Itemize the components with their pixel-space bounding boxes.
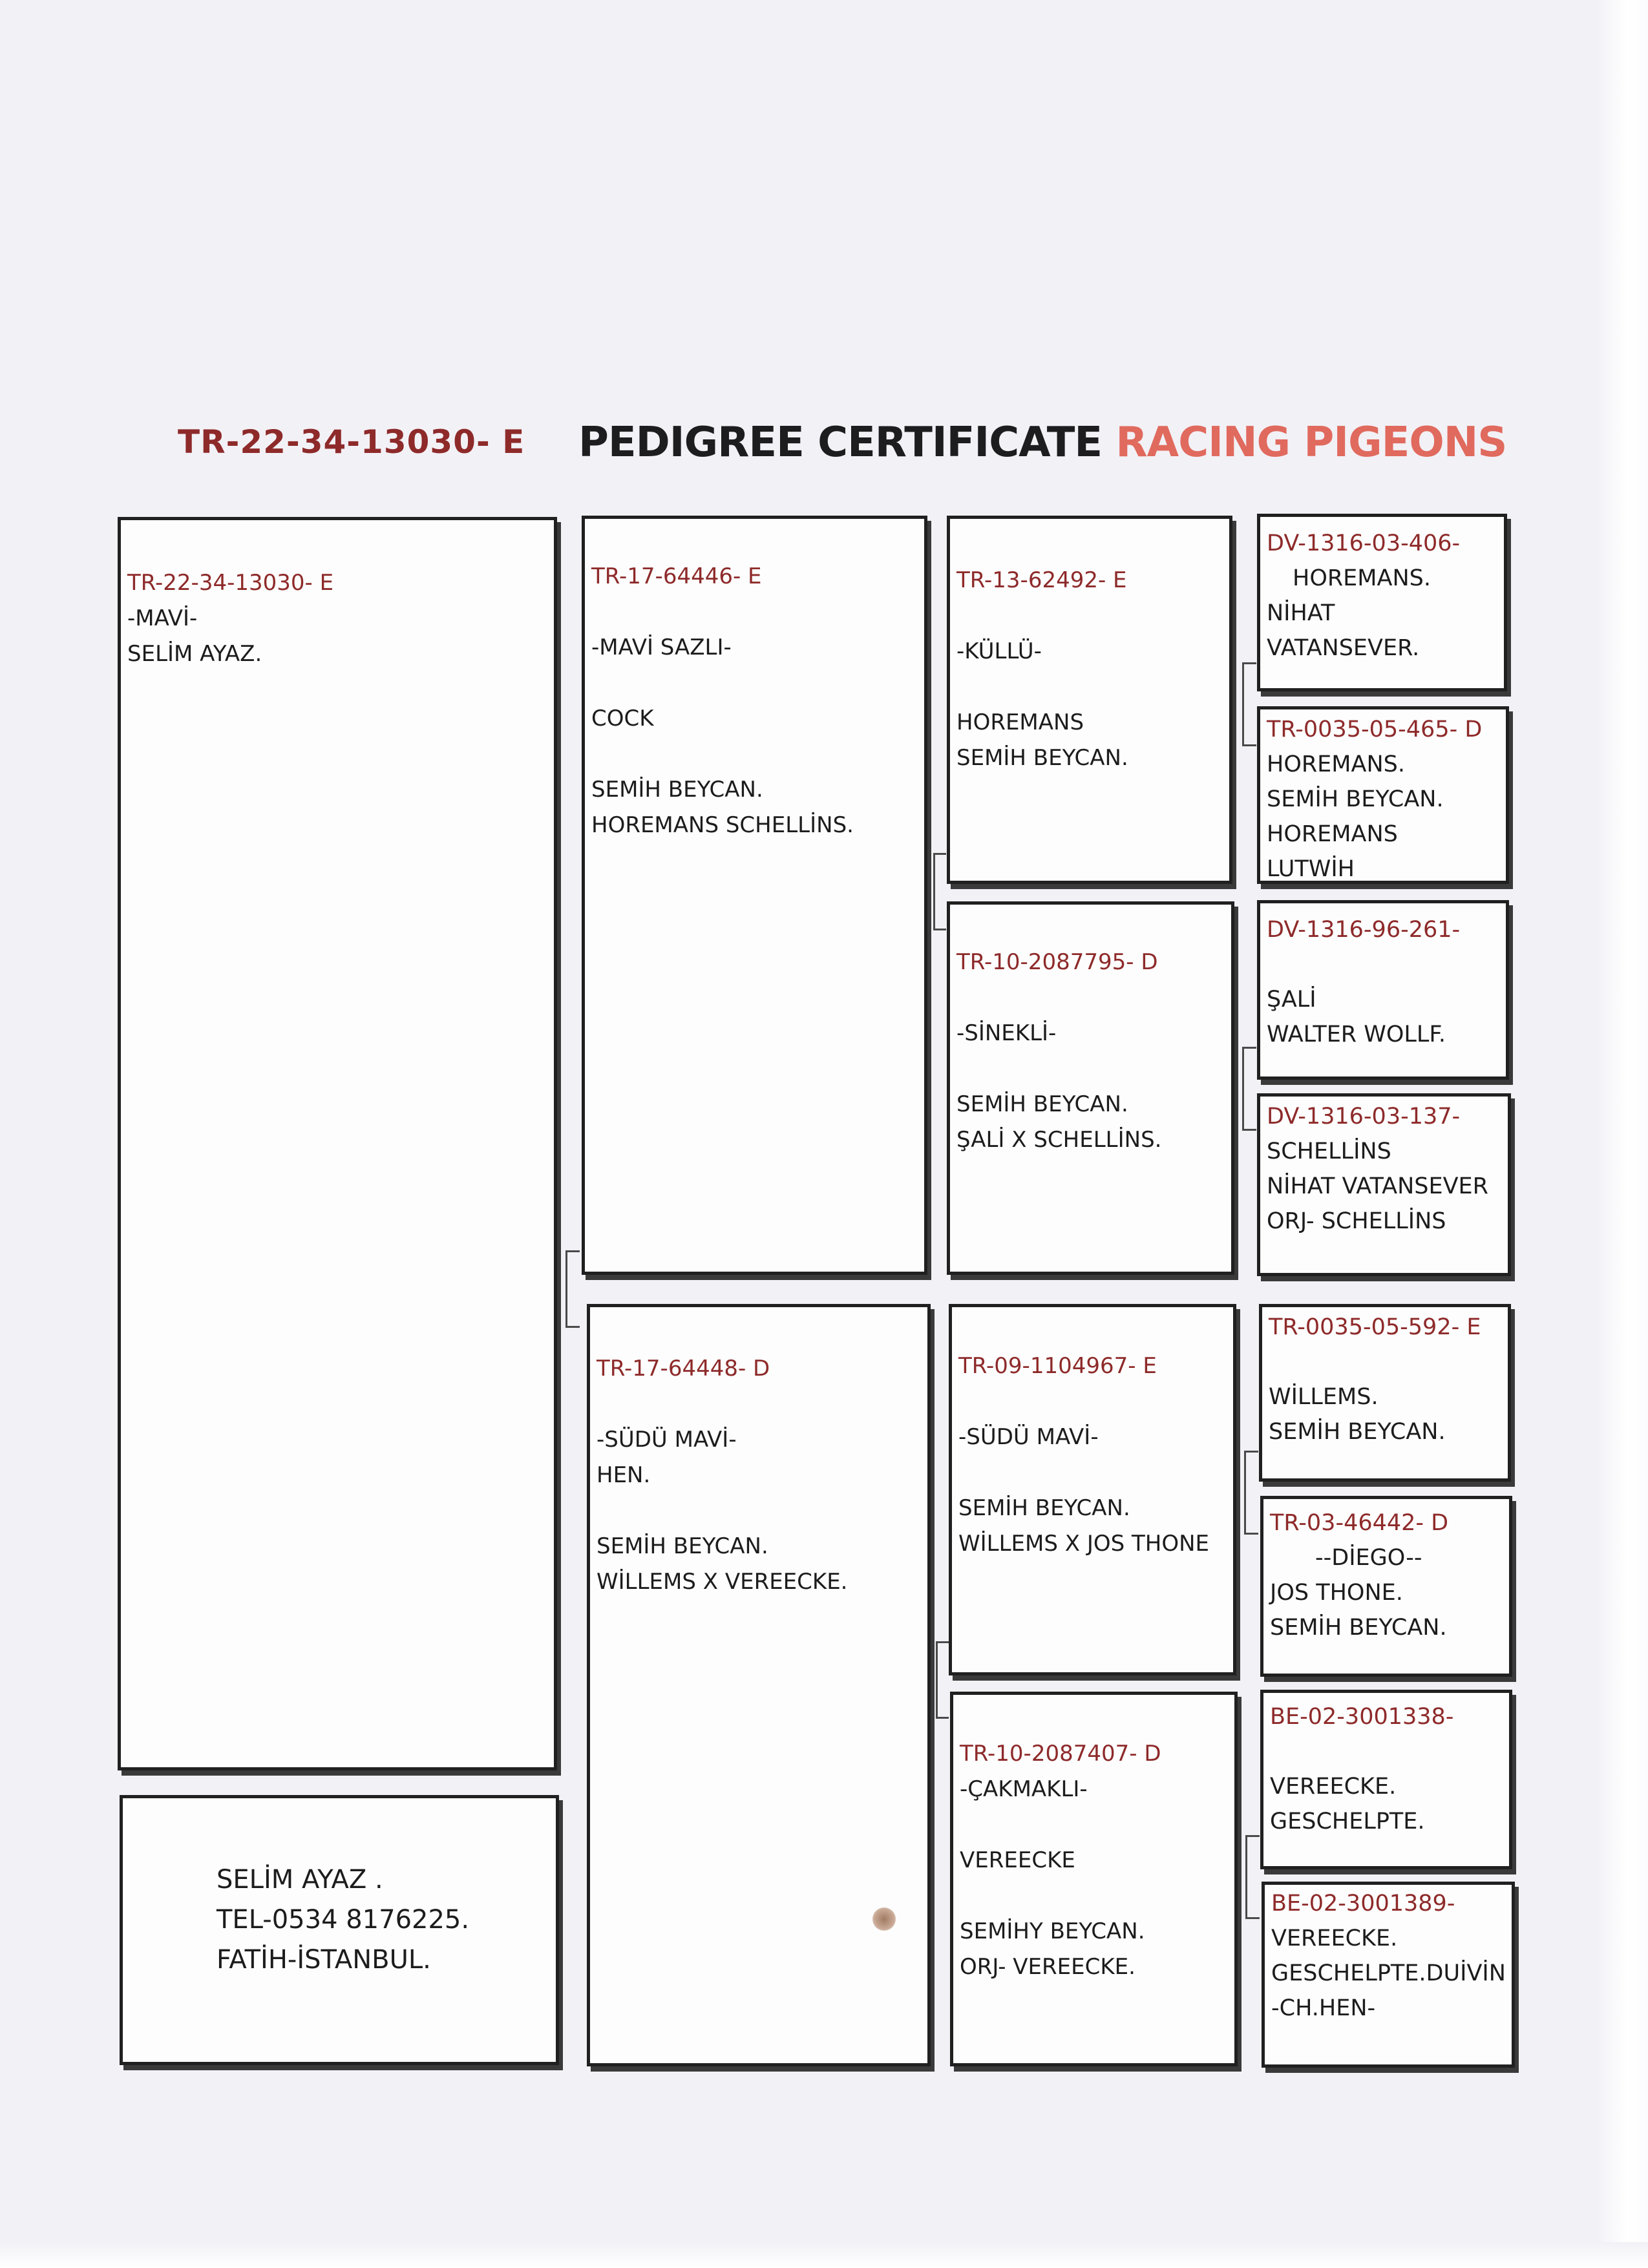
page-title (578, 419, 1506, 467)
connector-gp-ss (1242, 662, 1256, 746)
dam-line1: SEMİH BEYCAN. (597, 1533, 768, 1559)
dam-sex: HEN. (597, 1462, 651, 1488)
gp-ss-ring: TR-13-62492- E (956, 567, 1127, 593)
ggp-ddd-line3: -CH.HEN- (1271, 1995, 1376, 2021)
subject-box (118, 517, 557, 1770)
gp-sd-name: -SİNEKLİ- (956, 1020, 1057, 1046)
ggp-ssd-box (1257, 706, 1509, 884)
sire-sex: COCK (591, 706, 654, 731)
dam-color: -SÜDÜ MAVİ- (597, 1427, 737, 1453)
connector-gp-ds (1244, 1451, 1258, 1535)
ggp-dsd-line3: SEMİH BEYCAN. (1270, 1615, 1447, 1641)
ggp-ssd-line3: HOREMANS (1267, 821, 1398, 847)
gp-ds-line1: SEMİH BEYCAN. (958, 1495, 1130, 1521)
ggp-sss-line3: VATANSEVER. (1267, 635, 1420, 661)
sire-color: -MAVİ SAZLI- (591, 635, 732, 660)
page-bottom-edge (0, 2242, 1648, 2268)
ggp-dss-ring: TR-0035-05-592- E (1269, 1314, 1481, 1340)
ggp-ddd-box (1262, 1882, 1515, 2068)
ggp-ddd-line2: GESCHELPTE.DUİVİN (1271, 1960, 1506, 1986)
gp-dd-name: -ÇAKMAKLI- (960, 1776, 1088, 1802)
ggp-dss-line1: WİLLEMS. (1269, 1384, 1379, 1410)
ggp-dss-line2: SEMİH BEYCAN. (1269, 1419, 1446, 1445)
ggp-dds-ring: BE-02-3001338- (1270, 1704, 1454, 1730)
header-ring-number: TR-22-34-13030- E (178, 423, 525, 461)
owner-name: SELİM AYAZ . (217, 1865, 383, 1895)
gp-dd-line3: ORJ- VEREECKE. (960, 1954, 1136, 1980)
gp-ds-ring: TR-09-1104967- E (958, 1353, 1157, 1379)
ggp-dss-box (1259, 1304, 1511, 1482)
ggp-dds-box (1260, 1690, 1512, 1869)
ggp-sss-line1: HOREMANS. (1293, 565, 1431, 591)
ggp-sss-ring: DV-1316-03-406- (1267, 530, 1461, 556)
gp-ss-name: -KÜLLÜ- (956, 638, 1042, 664)
ggp-dsd-line2: JOS THONE. (1270, 1580, 1403, 1606)
granddam-sire-box (947, 901, 1234, 1275)
ggp-sss-box (1257, 514, 1507, 691)
gp-dd-line1: VEREECKE (960, 1847, 1075, 1873)
owner-address: FATİH-İSTANBUL. (217, 1945, 431, 1975)
gp-ds-line2: WİLLEMS X JOS THONE (958, 1531, 1210, 1557)
ggp-sdd-ring: DV-1316-03-137- (1267, 1104, 1461, 1129)
grandsire-dam-box (949, 1304, 1236, 1675)
granddam-dam-box (950, 1692, 1238, 2066)
ggp-dsd-line1: --DİEGO-- (1315, 1545, 1422, 1571)
gp-sd-line2: ŞALİ X SCHELLİNS. (956, 1127, 1162, 1153)
ggp-ddd-line1: VEREECKE. (1271, 1926, 1398, 1951)
owner-phone: TEL-0534 8176225. (217, 1905, 470, 1935)
ggp-sdd-line1: SCHELLİNS (1267, 1139, 1391, 1164)
ggp-sds-ring: DV-1316-96-261- (1267, 917, 1461, 943)
ggp-ssd-line4: LUTWİH (1267, 856, 1355, 882)
title-accent: RACING PIGEONS (1115, 419, 1507, 467)
sire-ring: TR-17-64446- E (591, 563, 762, 589)
page-edge (1596, 0, 1648, 2268)
ggp-ssd-ring: TR-0035-05-465- D (1267, 717, 1483, 742)
subject-ring: TR-22-34-13030- E (127, 570, 334, 596)
ggp-sds-box (1257, 900, 1509, 1080)
dam-line2: WİLLEMS X VEREECKE. (597, 1569, 848, 1595)
ggp-dsd-box (1260, 1496, 1512, 1677)
connector-gp-dd (1245, 1835, 1260, 1919)
sire-line2: HOREMANS SCHELLİNS. (591, 812, 854, 838)
paper-smudge (872, 1907, 896, 1931)
gp-sd-line1: SEMİH BEYCAN. (956, 1091, 1128, 1117)
ggp-sss-line2: NİHAT (1267, 600, 1335, 626)
ggp-ssd-line2: SEMİH BEYCAN. (1267, 786, 1444, 812)
title-main: PEDIGREE CERTIFICATE (578, 419, 1116, 467)
ggp-sdd-line2: NİHAT VATANSEVER (1267, 1173, 1488, 1199)
gp-ss-line1: HOREMANS (956, 709, 1084, 735)
ggp-sdd-box (1257, 1093, 1511, 1276)
ggp-sds-line1: ŞALİ (1267, 987, 1316, 1013)
ggp-ddd-ring: BE-02-3001389- (1271, 1891, 1455, 1916)
ggp-sdd-line3: ORJ- SCHELLİNS (1267, 1208, 1446, 1234)
sire-line1: SEMİH BEYCAN. (591, 777, 763, 803)
gp-ds-name: -SÜDÜ MAVİ- (958, 1424, 1099, 1450)
gp-ss-line2: SEMİH BEYCAN. (956, 745, 1128, 771)
ggp-dsd-ring: TR-03-46442- D (1270, 1510, 1449, 1536)
subject-color: -MAVİ- (127, 605, 198, 631)
ggp-dds-line1: VEREECKE. (1270, 1774, 1397, 1800)
dam-ring: TR-17-64448- D (597, 1356, 770, 1381)
ggp-sds-line2: WALTER WOLLF. (1267, 1022, 1446, 1047)
gp-dd-ring: TR-10-2087407- D (960, 1741, 1161, 1767)
gp-dd-line2: SEMİHY BEYCAN. (960, 1918, 1145, 1944)
connector-gp-sd (1242, 1047, 1256, 1131)
connector-sire (933, 853, 946, 930)
dam-box (587, 1304, 931, 2066)
ggp-ssd-line1: HOREMANS. (1267, 751, 1405, 777)
subject-owner: SELİM AYAZ. (127, 641, 262, 667)
gp-sd-ring: TR-10-2087795- D (956, 949, 1158, 975)
owner-box (120, 1795, 559, 2065)
ggp-dds-line2: GESCHELPTE. (1270, 1809, 1425, 1834)
sire-box (582, 516, 927, 1275)
connector-dam (936, 1641, 949, 1719)
connector-subject (565, 1250, 580, 1328)
grandsire-sire-box (947, 516, 1232, 884)
